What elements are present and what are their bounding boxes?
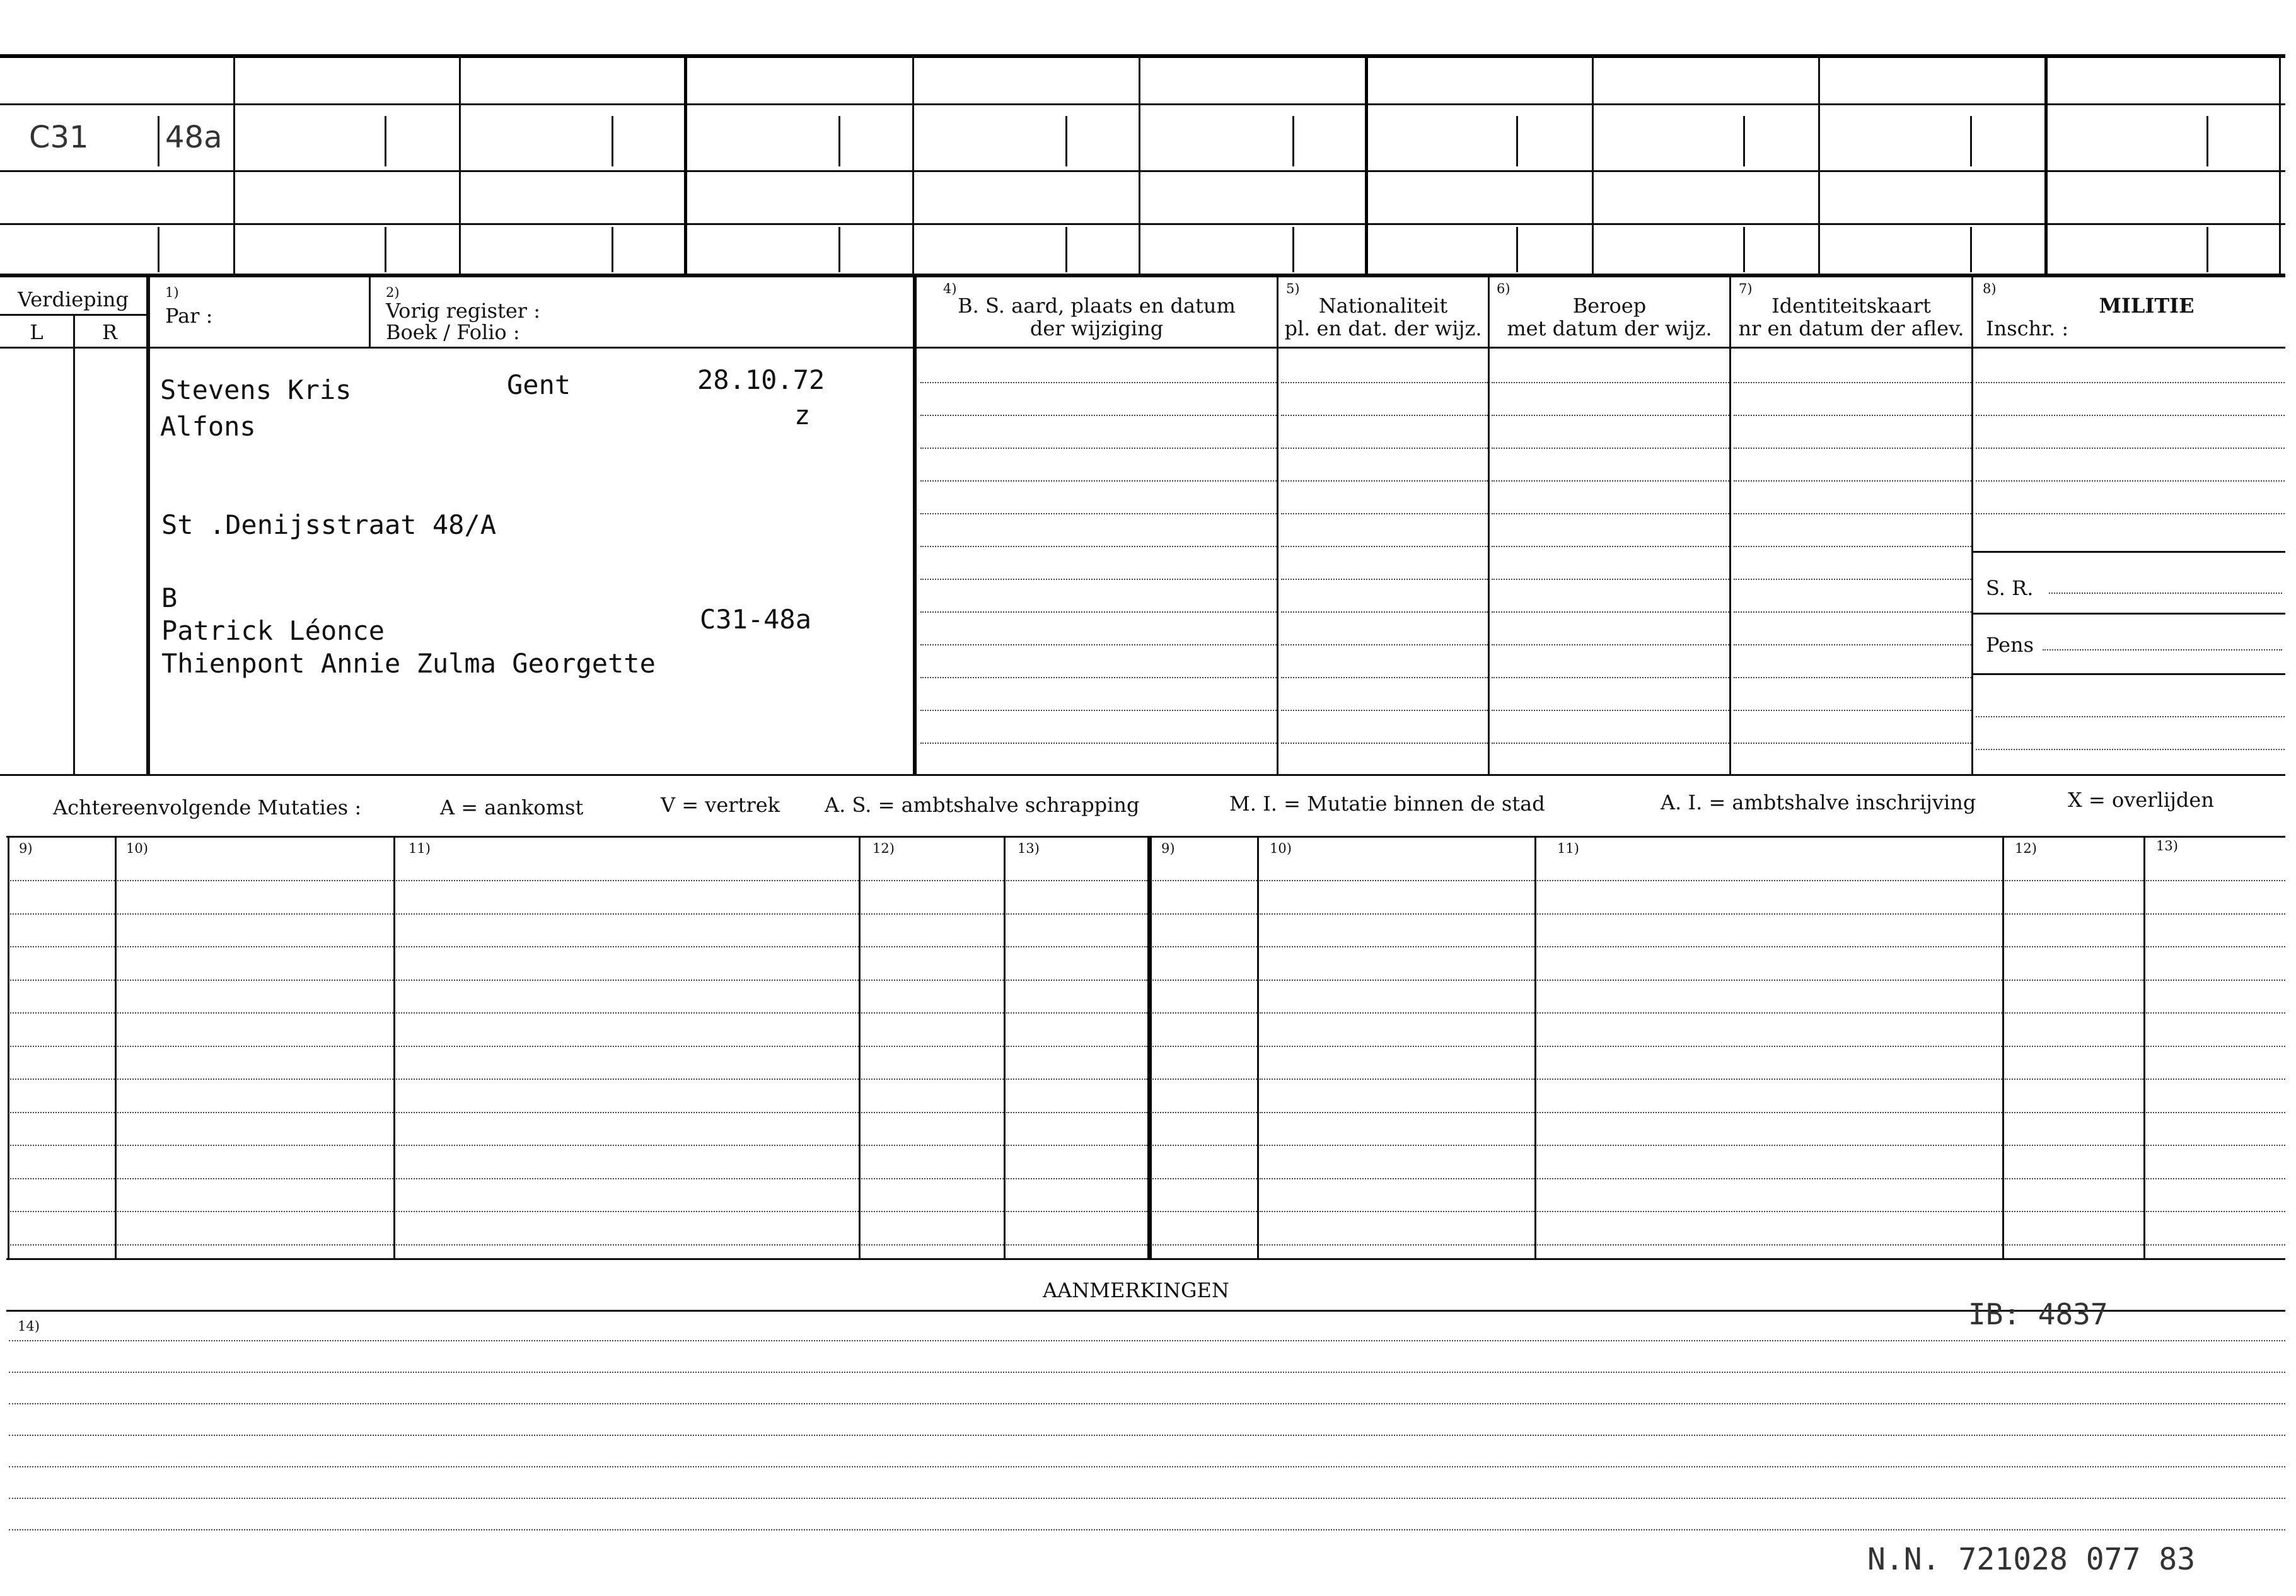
mut-col-13-right: 13) xyxy=(2156,838,2178,853)
dotted-line xyxy=(2005,1012,2143,1014)
dotted-line xyxy=(1152,1145,1257,1146)
dotted-line xyxy=(9,1435,2285,1436)
street-code: C31 xyxy=(29,120,89,155)
dotted-line xyxy=(1006,980,1147,981)
dotted-line xyxy=(1976,415,2285,416)
dotted-line xyxy=(1492,579,1729,580)
dotted-line xyxy=(2005,913,2143,915)
dotted-line xyxy=(9,1498,2285,1499)
dotted-line xyxy=(2005,880,2143,881)
dotted-line xyxy=(10,1012,115,1014)
dotted-line xyxy=(2005,1145,2143,1146)
dotted-line xyxy=(2005,1078,2143,1080)
mutation-code-x: X = overlijden xyxy=(2068,788,2214,812)
dotted-line xyxy=(2146,1178,2285,1179)
col8-number: 8) xyxy=(1983,281,1997,296)
dotted-line xyxy=(1006,1046,1147,1047)
dotted-line xyxy=(1492,546,1729,547)
dotted-line xyxy=(861,980,1004,981)
letter-b: B xyxy=(161,582,178,613)
dotted-line xyxy=(1734,448,1971,449)
dotted-line xyxy=(1492,710,1729,711)
dotted-line xyxy=(920,546,1277,547)
ib-number: IB: 4837 xyxy=(1968,1297,2108,1331)
dotted-line xyxy=(10,1078,115,1080)
dotted-line xyxy=(1260,1078,1534,1080)
dotted-line xyxy=(396,980,859,981)
dotted-line xyxy=(1537,1046,2002,1047)
birth-date: 28.10.72 xyxy=(697,364,825,395)
dotted-line xyxy=(2005,980,2143,981)
dotted-line xyxy=(920,579,1277,580)
dotted-line xyxy=(1734,611,1971,613)
dotted-line xyxy=(2005,1046,2143,1047)
mut-col-11-right: 11) xyxy=(1557,841,1579,856)
dotted-line xyxy=(9,1372,2285,1373)
col4-line2: der wijziging xyxy=(1029,316,1164,340)
floor-left-label: L xyxy=(30,320,43,344)
dotted-line xyxy=(9,1529,2285,1530)
dotted-line xyxy=(1281,480,1488,482)
dotted-line xyxy=(2146,1078,2285,1080)
dotted-line xyxy=(1006,1145,1147,1146)
dotted-line xyxy=(861,1046,1004,1047)
dotted-line xyxy=(920,480,1277,482)
dotted-line xyxy=(1976,513,2285,514)
dotted-line xyxy=(1537,1112,2002,1113)
dotted-line xyxy=(1152,1046,1257,1047)
col7-line2: nr en datum der aflev. xyxy=(1738,316,1964,340)
dotted-line xyxy=(1006,1012,1147,1014)
dotted-line xyxy=(10,946,115,947)
dotted-line xyxy=(2146,946,2285,947)
remarks-number: 14) xyxy=(18,1319,40,1334)
dotted-line xyxy=(861,1211,1004,1212)
mutation-code-as: A. S. = ambtshalve schrapping xyxy=(825,793,1140,817)
dotted-line xyxy=(2005,946,2143,947)
dotted-line xyxy=(1006,1244,1147,1246)
father-name: Patrick Léonce xyxy=(161,615,385,646)
col1-label: Par : xyxy=(165,304,213,328)
dotted-line xyxy=(1281,382,1488,383)
dotted-line xyxy=(2049,593,2282,594)
mutation-code-ai: A. I. = ambtshalve inschrijving xyxy=(1661,790,1976,814)
dotted-line xyxy=(1260,880,1534,881)
dotted-line xyxy=(861,1078,1004,1080)
mut-col-10-left: 10) xyxy=(126,841,148,856)
dotted-line xyxy=(1260,1046,1534,1047)
col4-number: 4) xyxy=(943,281,957,296)
dotted-line xyxy=(1537,980,2002,981)
dotted-line xyxy=(1734,513,1971,514)
dotted-line xyxy=(1152,1112,1257,1113)
militia-pens-label: Pens xyxy=(1986,633,2034,657)
dotted-line xyxy=(2005,1211,2143,1212)
dotted-line xyxy=(1537,1211,2002,1212)
mut-col-11-left: 11) xyxy=(409,841,431,856)
dotted-line xyxy=(1537,1078,2002,1080)
mutation-code-v: V = vertrek xyxy=(661,793,780,817)
dotted-line xyxy=(1537,1244,2002,1246)
dotted-line xyxy=(1260,913,1534,915)
dotted-line xyxy=(117,880,393,881)
dotted-line xyxy=(1492,415,1729,416)
col6-line1: Beroep xyxy=(1572,294,1647,318)
mut-col-12-right: 12) xyxy=(2015,841,2037,856)
dotted-line xyxy=(117,1178,393,1179)
dotted-line xyxy=(117,1078,393,1080)
dotted-line xyxy=(1537,1012,2002,1014)
dotted-line xyxy=(1537,1145,2002,1146)
dotted-line xyxy=(1734,743,1971,744)
dotted-line xyxy=(396,1046,859,1047)
mutations-title: Achtereenvolgende Mutaties : xyxy=(53,795,362,819)
dotted-line xyxy=(396,1244,859,1246)
national-number: N.N. 721028 077 83 xyxy=(1867,1542,2196,1577)
dotted-line xyxy=(396,1078,859,1080)
dotted-line xyxy=(1537,946,2002,947)
dotted-line xyxy=(1537,913,2002,915)
col1-number: 1) xyxy=(165,285,179,300)
dotted-line xyxy=(1734,546,1971,547)
dotted-line xyxy=(2005,1244,2143,1246)
mut-col-9-left: 9) xyxy=(19,841,33,856)
dotted-line xyxy=(1006,1078,1147,1080)
dotted-line xyxy=(2146,1046,2285,1047)
dotted-line xyxy=(396,913,859,915)
dotted-line xyxy=(1976,480,2285,482)
dotted-line xyxy=(396,880,859,881)
dotted-line xyxy=(861,880,1004,881)
dotted-line xyxy=(117,1046,393,1047)
dotted-line xyxy=(1492,644,1729,645)
dotted-line xyxy=(1976,716,2285,717)
dotted-line xyxy=(10,1112,115,1113)
dotted-line xyxy=(1281,448,1488,449)
birth-place: Gent xyxy=(507,369,571,400)
dotted-line xyxy=(1152,1012,1257,1014)
dotted-line xyxy=(1492,480,1729,482)
dotted-line xyxy=(9,1466,2285,1467)
dotted-line xyxy=(1006,1211,1147,1212)
dotted-line xyxy=(1152,1244,1257,1246)
floor-label: Verdieping xyxy=(18,287,129,311)
dotted-line xyxy=(2146,880,2285,881)
dotted-line xyxy=(1260,1145,1534,1146)
dotted-line xyxy=(1006,913,1147,915)
dotted-line xyxy=(1281,546,1488,547)
col2-line1: Vorig register : xyxy=(386,299,541,323)
dotted-line xyxy=(10,1211,115,1212)
sex: z xyxy=(794,400,811,431)
dotted-line xyxy=(1260,946,1534,947)
dotted-line xyxy=(10,1244,115,1246)
dotted-line xyxy=(1281,611,1488,613)
dotted-line xyxy=(1260,1178,1534,1179)
dotted-line xyxy=(2146,1244,2285,1246)
dotted-line xyxy=(10,1046,115,1047)
house-number: 48a xyxy=(165,120,223,155)
dotted-line xyxy=(1537,880,2002,881)
dotted-line xyxy=(117,1244,393,1246)
dotted-line xyxy=(1734,415,1971,416)
militia-inschr-label: Inschr. : xyxy=(1986,316,2069,340)
dotted-line xyxy=(9,1340,2285,1341)
dotted-line xyxy=(1152,880,1257,881)
dotted-line xyxy=(1492,382,1729,383)
dotted-line xyxy=(1281,415,1488,416)
dotted-line xyxy=(1492,611,1729,613)
dotted-line xyxy=(10,1178,115,1179)
floor-right-label: R xyxy=(101,320,118,344)
dotted-line xyxy=(2005,1112,2143,1113)
dotted-line xyxy=(1281,743,1488,744)
dotted-line xyxy=(10,913,115,915)
dotted-line xyxy=(920,611,1277,613)
dotted-line xyxy=(1492,743,1729,744)
dotted-line xyxy=(117,1112,393,1113)
dotted-line xyxy=(1281,644,1488,645)
dotted-line xyxy=(1734,382,1971,383)
dotted-line xyxy=(861,1178,1004,1179)
dotted-line xyxy=(1976,749,2285,750)
dotted-line xyxy=(2146,1145,2285,1146)
col2-number: 2) xyxy=(386,285,400,300)
dotted-line xyxy=(1006,1112,1147,1113)
dotted-line xyxy=(1260,1112,1534,1113)
dotted-line xyxy=(396,1211,859,1212)
dotted-line xyxy=(920,513,1277,514)
dotted-line xyxy=(1734,677,1971,678)
dotted-line xyxy=(1281,579,1488,580)
dotted-line xyxy=(1976,382,2285,383)
dotted-line xyxy=(1260,1211,1534,1212)
dotted-line xyxy=(1152,946,1257,947)
dotted-line xyxy=(1734,710,1971,711)
dotted-line xyxy=(2146,1112,2285,1113)
dotted-line xyxy=(117,1012,393,1014)
dotted-line xyxy=(1492,513,1729,514)
militia-sr-label: S. R. xyxy=(1986,576,2034,600)
col7-line1: Identiteitskaart xyxy=(1771,294,1931,318)
dotted-line xyxy=(920,677,1277,678)
dotted-line xyxy=(1152,1078,1257,1080)
dotted-line xyxy=(117,980,393,981)
dotted-line xyxy=(2146,913,2285,915)
dotted-line xyxy=(861,913,1004,915)
dotted-line xyxy=(1492,677,1729,678)
dotted-line xyxy=(1260,1012,1534,1014)
remarks-title: AANMERKINGEN xyxy=(1043,1278,1229,1302)
dotted-line xyxy=(1976,448,2285,449)
dotted-line xyxy=(396,1112,859,1113)
dotted-line xyxy=(1281,677,1488,678)
col6-line2: met datum der wijz. xyxy=(1507,316,1712,340)
mother-name: Thienpont Annie Zulma Georgette xyxy=(161,648,656,679)
dotted-line xyxy=(2146,980,2285,981)
dotted-line xyxy=(1492,448,1729,449)
dotted-line xyxy=(920,382,1277,383)
dotted-line xyxy=(1006,946,1147,947)
dotted-line xyxy=(1260,980,1534,981)
col6-number: 6) xyxy=(1497,281,1510,296)
col5-number: 5) xyxy=(1286,281,1300,296)
col5-line1: Nationaliteit xyxy=(1318,294,1448,318)
dotted-line xyxy=(10,880,115,881)
reference-code: C31-48a xyxy=(700,604,812,635)
dotted-line xyxy=(1152,913,1257,915)
dotted-line xyxy=(117,1145,393,1146)
dotted-line xyxy=(1537,1178,2002,1179)
dotted-line xyxy=(396,1012,859,1014)
dotted-line xyxy=(1260,1244,1534,1246)
dotted-line xyxy=(117,1211,393,1212)
dotted-line xyxy=(1152,980,1257,981)
dotted-line xyxy=(2043,649,2282,651)
dotted-line xyxy=(861,1244,1004,1246)
dotted-line xyxy=(861,946,1004,947)
dotted-line xyxy=(861,1112,1004,1113)
dotted-line xyxy=(1006,1178,1147,1179)
dotted-line xyxy=(396,1178,859,1179)
dotted-line xyxy=(396,946,859,947)
mut-col-13-left: 13) xyxy=(1018,841,1040,856)
dotted-line xyxy=(1152,1178,1257,1179)
dotted-line xyxy=(2146,1211,2285,1212)
militia-title: MILITIE xyxy=(2099,294,2195,318)
dotted-line xyxy=(920,710,1277,711)
col2-line2: Boek / Folio : xyxy=(386,320,520,344)
mutation-code-a: A = aankomst xyxy=(440,795,584,819)
dotted-line xyxy=(117,913,393,915)
dotted-line xyxy=(1281,513,1488,514)
dotted-line xyxy=(9,1403,2285,1404)
dotted-line xyxy=(1281,710,1488,711)
dotted-line xyxy=(1734,480,1971,482)
dotted-line xyxy=(920,448,1277,449)
mut-col-12-left: 12) xyxy=(873,841,895,856)
dotted-line xyxy=(920,644,1277,645)
dotted-line xyxy=(1734,579,1971,580)
second-name: Alfons xyxy=(160,411,256,442)
dotted-line xyxy=(861,1012,1004,1014)
col7-number: 7) xyxy=(1739,281,1753,296)
dotted-line xyxy=(10,980,115,981)
dotted-line xyxy=(1006,880,1147,881)
dotted-line xyxy=(920,415,1277,416)
dotted-line xyxy=(1734,644,1971,645)
mutation-code-mi: M. I. = Mutatie binnen de stad xyxy=(1229,792,1545,816)
dotted-line xyxy=(1152,1211,1257,1212)
dotted-line xyxy=(2005,1178,2143,1179)
address: St .Denijsstraat 48/A xyxy=(161,509,497,540)
dotted-line xyxy=(2146,1012,2285,1014)
dotted-line xyxy=(10,1145,115,1146)
col5-line2: pl. en dat. der wijz. xyxy=(1284,316,1482,340)
dotted-line xyxy=(117,946,393,947)
dotted-line xyxy=(861,1145,1004,1146)
person-name: Stevens Kris xyxy=(160,374,352,405)
col4-line1: B. S. aard, plaats en datum xyxy=(958,294,1236,318)
mut-col-9-right: 9) xyxy=(1161,841,1175,856)
mut-col-10-right: 10) xyxy=(1270,841,1292,856)
dotted-line xyxy=(920,743,1277,744)
dotted-line xyxy=(396,1145,859,1146)
